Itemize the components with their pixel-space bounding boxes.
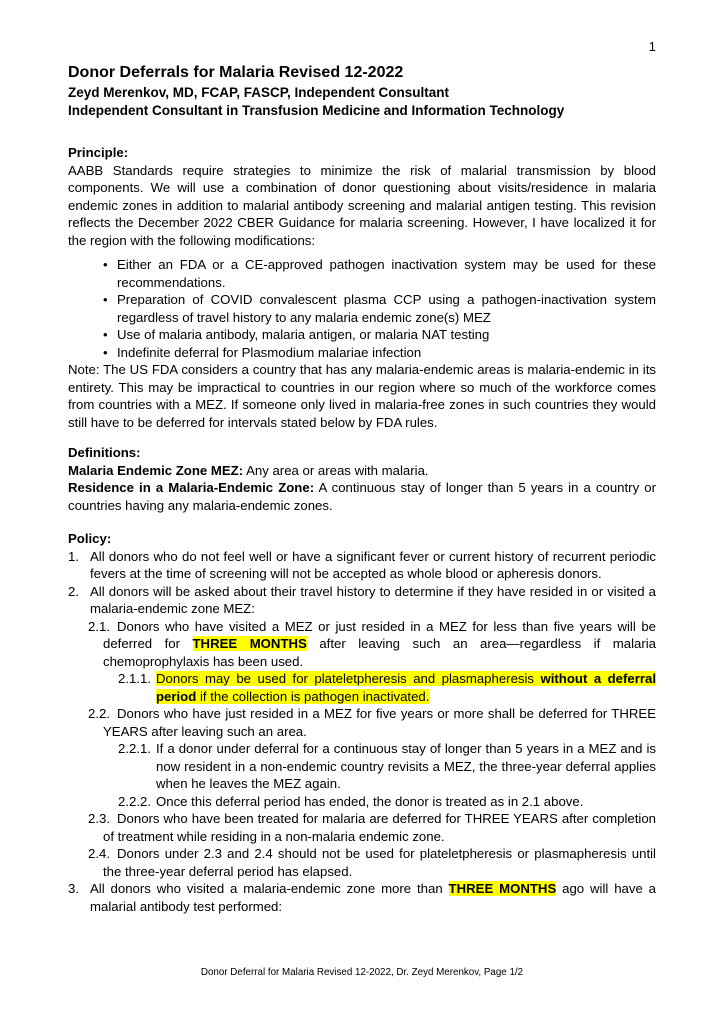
bullet-item	[68, 291, 656, 326]
list-number: 2.2.2.	[118, 793, 151, 809]
list-number: 2.1.1.	[118, 671, 151, 686]
definition-text: A continuous stay of longer than 5 years in a country or countries having any malaria-endemic zones.	[68, 480, 656, 513]
list-text: All donors who visited a malaria-endemic zone more than	[90, 881, 449, 896]
policy-item-2-2-2	[68, 793, 656, 811]
bullet-text: Either an FDA or a CE-approved pathogen inactivation system may be used for these recommendations.	[117, 257, 656, 290]
policy-item-2	[68, 583, 656, 618]
list-text: after leaving such an area—regardless if malaria chemoprophylaxis has been used.	[103, 636, 656, 669]
bullet-item	[68, 256, 656, 291]
list-text: Donors who have been treated for malaria are deferred for THREE YEARS after completion of treatment while residing in a non-malaria endemic zone.	[103, 811, 656, 844]
author-line-2: Independent Consultant in Transfusion Medicine and Information Technology	[68, 103, 565, 118]
bullet-text: Use of malaria antibody, malaria antigen, or malaria NAT testing	[117, 327, 490, 342]
principle-heading: Principle:	[68, 145, 129, 160]
policy-item-2-2-1	[68, 740, 656, 793]
note-paragraph: Note: The US FDA considers a country that has any malaria-endemic areas is malaria-endemic in its entirety. This may be impractical to countries in our region where so much of the workforce comes from countries with a MEZ. If someone only lived in malaria-free zones in such countries they would still have to be deferred for intervals stated below by FDA rules.	[68, 362, 656, 430]
list-text: All donors will be asked about their travel history to determine if they have resided in or visited a malaria-endemic zone MEZ:	[90, 583, 656, 616]
bullet-item	[68, 344, 656, 362]
list-number: 2.4.	[88, 846, 110, 861]
policy-item-2-1	[68, 618, 656, 671]
definitions-heading: Definitions:	[68, 445, 141, 460]
list-text: Donors who have just resided in a MEZ for five years or more shall be deferred for THREE YEARS after leaving such an area.	[103, 706, 656, 739]
policy-item-3	[68, 880, 656, 915]
footer-text: Donor Deferral for Malaria Revised 12-2022, Dr. Zeyd Merenkov, Page 1/2	[200, 967, 524, 978]
bullet-item	[68, 326, 656, 344]
list-number: 2.	[68, 583, 79, 599]
bullet-list	[68, 256, 656, 361]
bullet-icon: •	[103, 327, 108, 342]
principle-paragraph: AABB Standards require strategies to minimize the risk of malarial transmission by blood components. We will use a combination of donor questioning about visits/residence in malaria endemic zones in addition to malarial antibody screening and malarial antigen testing. This revision reflects the December 2022 CBER Guidance for malaria screening. However, I have localized it for the region with the following modifications:	[68, 162, 656, 248]
list-number: 1.	[68, 548, 79, 564]
bullet-text: Indefinite deferral for Plasmodium malariae infection	[117, 344, 422, 360]
author-line-1: Zeyd Merenkov, MD, FCAP, FASCP, Independent Consultant	[68, 85, 450, 100]
highlighted-text: Donors may be used for plateletpheresis and plasmapheresis	[156, 671, 541, 686]
bullet-icon: •	[103, 257, 108, 272]
list-text: Donors under 2.3 and 2.4 should not be used for plateletpheresis or plasmapheresis until the three-year deferral period has elapsed.	[103, 846, 656, 879]
list-text: Once this deferral period has ended, the donor is treated as in 2.1 above.	[156, 793, 584, 809]
list-text: If a donor under deferral for a continuous stay of longer than 5 years in a MEZ and is now resident in a non-endemic country revisits a MEZ, the three-year deferral applies when he leaves the MEZ again.	[156, 741, 656, 791]
definition-term: Malaria Endemic Zone MEZ:	[68, 462, 244, 478]
highlighted-deferral-interval: THREE MONTHS	[448, 881, 557, 896]
list-text: All donors who do not feel well or have a significant fever or current history of recurrent periodic fevers at the time of screening will not be accepted as whole blood or apheresis donors.	[90, 548, 656, 581]
policy-item-2-2	[68, 705, 656, 740]
bullet-text: Preparation of COVID convalescent plasma CCP using a pathogen-inactivation system regardless of travel history to any malaria endemic zone(s) MEZ	[117, 292, 656, 325]
list-text: ago will have a malarial antibody test performed:	[90, 881, 657, 914]
policy-item-1	[68, 548, 656, 583]
highlighted-bold-text: without a deferral period	[156, 671, 656, 704]
list-number: 2.1.	[88, 618, 110, 634]
list-number: 2.2.1.	[118, 741, 151, 756]
doc-title: Donor Deferrals for Malaria Revised 12-2022	[68, 64, 404, 81]
highlighted-text: if the collection is pathogen inactivated.	[196, 688, 430, 704]
page-number: 1	[648, 39, 656, 54]
bullet-icon: •	[103, 292, 108, 307]
list-number: 2.3.	[88, 811, 110, 826]
definition-term: Residence in a Malaria-Endemic Zone:	[68, 480, 315, 495]
list-text: Donors who have visited a MEZ or just resided in a MEZ for less than five years will be deferred for	[103, 618, 656, 651]
list-number: 2.2.	[88, 706, 110, 721]
policy-list	[68, 548, 656, 916]
definition-item-mez	[68, 462, 656, 480]
definition-item-residence	[68, 479, 656, 514]
definition-text: Any area or areas with malaria.	[243, 462, 429, 478]
policy-item-2-1-1	[68, 670, 656, 705]
bullet-icon: •	[103, 344, 108, 360]
list-number: 3.	[68, 881, 79, 896]
policy-item-2-4	[68, 845, 656, 880]
policy-item-2-3	[68, 810, 656, 845]
policy-heading: Policy:	[68, 531, 112, 546]
highlighted-deferral-interval: THREE MONTHS	[192, 636, 307, 651]
